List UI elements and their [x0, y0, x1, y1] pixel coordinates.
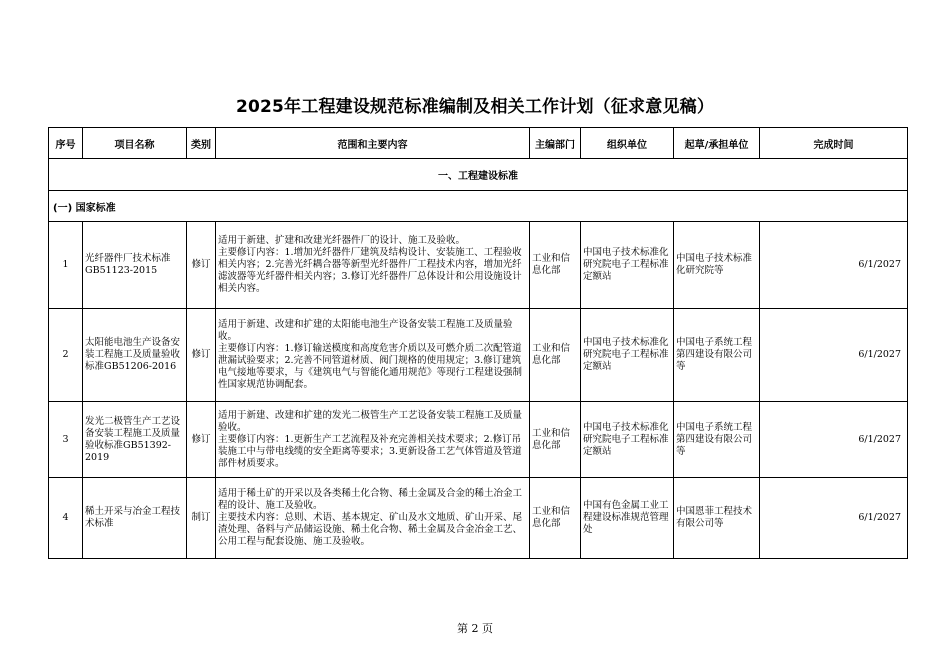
header-scope: 范围和主要内容: [216, 128, 530, 159]
header-type: 类别: [187, 128, 216, 159]
subsection-row: [49, 191, 908, 222]
cell-date: 6/1/2027: [760, 402, 908, 478]
header-dept: 主编部门: [530, 128, 581, 159]
cell-seq: 4: [49, 478, 83, 559]
table-row: [49, 309, 908, 402]
cell-dept: 工业和信息化部: [530, 478, 581, 559]
cell-date: 6/1/2027: [760, 309, 908, 402]
cell-dept: 工业和信息化部: [530, 222, 581, 309]
cell-seq: 3: [49, 402, 83, 478]
cell-seq: 2: [49, 309, 83, 402]
cell-type: 修订: [187, 402, 216, 478]
cell-name: 发光二极管生产工艺设备安装工程施工及质量验收标准GB51392-2019: [83, 402, 187, 478]
cell-org: 中国电子技术标准化研究院电子工程标准定额站: [581, 222, 674, 309]
cell-name: 太阳能电池生产设备安装工程施工及质量验收标准GB51206-2016: [83, 309, 187, 402]
cell-dept: 工业和信息化部: [530, 309, 581, 402]
table-row: [49, 402, 908, 478]
plan-table: [48, 127, 908, 559]
cell-date: 6/1/2027: [760, 478, 908, 559]
cell-drafter: 中国电子系统工程第四建设有限公司等: [674, 309, 760, 402]
cell-seq: 1: [49, 222, 83, 309]
header-drafter: 起草/承担单位: [674, 128, 760, 159]
header-seq: 序号: [49, 128, 83, 159]
cell-type: 制订: [187, 478, 216, 559]
cell-type: 修订: [187, 222, 216, 309]
section-row: [49, 159, 908, 191]
page-title: 2025年工程建设规范标准编制及相关工作计划（征求意见稿）: [235, 97, 715, 117]
cell-scope: 适用于新建、改建和扩建的发光二极管生产工艺设备安装工程施工及质量验收。 主要修订内容：1.更新生产工艺流程及补充完善相关技术要求；2.修订吊装施工中与带电线缆的安全距离等要求；3.更新设备工艺气体管道及管道部件材质要求。: [216, 402, 530, 478]
cell-dept: 工业和信息化部: [530, 402, 581, 478]
cell-drafter: 中国电子系统工程第四建设有限公司等: [674, 402, 760, 478]
cell-org: 中国有色金属工业工程建设标准规范管理处: [581, 478, 674, 559]
cell-name: 光纤器件厂技术标准GB51123-2015: [83, 222, 187, 309]
table-header-row: [49, 128, 908, 159]
cell-date: 6/1/2027: [760, 222, 908, 309]
header-date: 完成时间: [760, 128, 908, 159]
cell-type: 修订: [187, 309, 216, 402]
table-row: [49, 222, 908, 309]
section-title: 一、工程建设标准: [49, 159, 908, 191]
page-number: 第 2 页: [457, 622, 493, 635]
cell-scope: 适用于新建、扩建和改建光纤器件厂的设计、施工及验收。 主要修订内容：1.增加光纤器件厂建筑及结构设计、安装施工、工程验收相关内容；2.完善光纤耦合器等新型光纤器件厂工程技术内容，增加光纤滤波器等光纤器件相关内容；3.修订光纤器件厂总体设计和公用设施设计相关内容。: [216, 222, 530, 309]
header-name: 项目名称: [83, 128, 187, 159]
cell-scope: 适用于稀土矿的开采以及各类稀土化合物、稀土金属及合金的稀土冶金工程的设计、施工及验收。 主要技术内容：总则、术语、基本规定、矿山及水文地质、矿山开采、尾渣处理、备料与产品储运设施、稀土化合物、稀土金属及合金冶金工艺、公用工程与配套设施、施工及验收。: [216, 478, 530, 559]
cell-org: 中国电子技术标准化研究院电子工程标准定额站: [581, 402, 674, 478]
cell-drafter: 中国电子技术标准化研究院等: [674, 222, 760, 309]
cell-scope: 适用于新建、改建和扩建的太阳能电池生产设备安装工程施工及质量验收。 主要修订内容：1.修订输送模度和高度危害介质以及可燃介质二次配管道泄漏试验要求；2.完善不同管道材质、阀门规格的使用规定；3.修订建筑电气接地等要求，与《建筑电气与智能化通用规范》等现行工程建设强制性国家规范协调配套。: [216, 309, 530, 402]
header-org: 组织单位: [581, 128, 674, 159]
cell-drafter: 中国恩菲工程技术有限公司等: [674, 478, 760, 559]
cell-org: 中国电子技术标准化研究院电子工程标准定额站: [581, 309, 674, 402]
subsection-title: (一) 国家标准: [49, 191, 908, 222]
table-row: [49, 478, 908, 559]
cell-name: 稀土开采与冶金工程技术标准: [83, 478, 187, 559]
